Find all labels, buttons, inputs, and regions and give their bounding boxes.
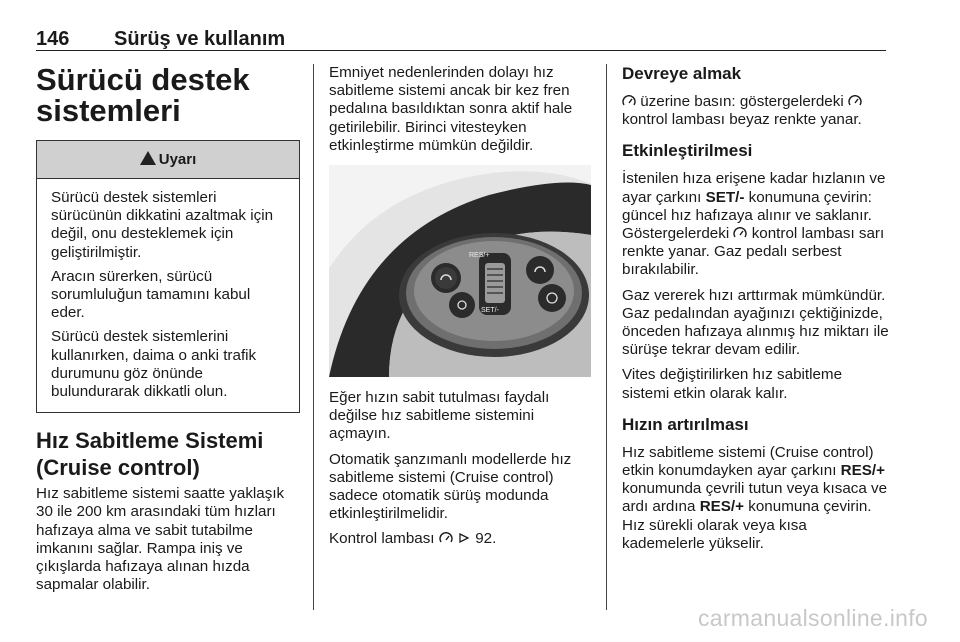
- cruise-control-icon: [733, 227, 747, 239]
- warning-paragraph: Sürücü destek sistemlerini kullanırken, daima o anki trafik durumunu göz önünde bulundurarak dikkatli olun.: [51, 328, 257, 401]
- cruise-intro-paragraph: Hız sabitleme sistemi saatte yaklaşık 30 ile 200 km arasındaki tüm hızları hafızaya alma ve sabit tutabilme imkanını sağlar. Rampa iniş ve çıkışlarda hafızaya alınan hızda sapmalar olabilir.: [36, 485, 285, 594]
- warning-triangle-icon: [140, 151, 156, 165]
- steering-wheel-photo: [329, 165, 591, 377]
- warning-label: Uyarı: [158, 151, 197, 168]
- safety-paragraph: Emniyet nedenlerinden dolayı hız sabitleme sistemi ancak bir kez fren pedalına basıldıktan sonra aktif hale getirilebilir. Birinci vitesteyken etkinleştirme mümkün değildir.: [329, 64, 573, 154]
- column-right: [622, 64, 892, 560]
- activate-paragraph: [622, 170, 892, 279]
- gear-change-paragraph: Vites değiştirilirken hız sabitleme sistemi etkin olarak kalır.: [622, 366, 843, 402]
- column-divider: [606, 64, 607, 610]
- cruise-heading-line1: Hız Sabitleme Sistemi: [36, 428, 264, 454]
- cruise-control-icon: [848, 95, 862, 107]
- activate-text-3: kontrol lambası sarı renkte yanar. Gaz pedalı serbest bırakılabilir.: [622, 225, 885, 279]
- increase-paragraph: [622, 444, 892, 553]
- column-left: [36, 64, 300, 601]
- engage-paragraph: [622, 93, 892, 129]
- automatic-paragraph: Otomatik şanzımanlı modellerde hız sabitleme sistemi (Cruise control) sadece otomatik sürüş modunda etkinleştirilmelidir.: [329, 450, 572, 523]
- warning-paragraph: Sürücü destek sistemleri sürücünün dikkatini azaltmak için değil, onu desteklemek için geliştirilmiştir.: [51, 189, 274, 261]
- watermark: carmanualsonline.info: [697, 605, 928, 631]
- warning-paragraph: Aracın sürerken, sürücü sorumluluğun tamamını kabul eder.: [51, 267, 251, 322]
- page-reference-icon: [457, 532, 471, 544]
- cruise-control-icon: [622, 95, 636, 107]
- activate-text-1: İstenilen hıza erişene kadar hızlanın ve ayar çarkını: [622, 170, 886, 206]
- page-number: 146: [36, 28, 70, 50]
- warning-body: [37, 179, 299, 412]
- accelerate-paragraph: Gaz vererek hızı arttırmak mümkündür. Gaz pedalından ayağınızı çektiğinizde, önceden hafızaya alınmış hız miktarı ile sürüşe tekrar devam edilir.: [622, 286, 889, 359]
- cruise-control-icon: [439, 532, 453, 544]
- warning-box: [36, 140, 300, 413]
- heading-increase: Hızın artırılması: [622, 414, 749, 434]
- image-label-res: RES/+: [469, 252, 490, 260]
- image-label-set: SET/-: [481, 307, 499, 315]
- engage-text-a: üzerine basın: göstergelerdeki: [640, 93, 844, 110]
- advice-paragraph: Eğer hızın sabit tutulması faydalı değilse hız sabitleme sistemini açmayın.: [329, 389, 550, 443]
- steering-wheel-illustration: [329, 165, 591, 377]
- page-title: [36, 64, 300, 126]
- page-reference: 92.: [475, 530, 497, 548]
- set-label: SET/-: [705, 188, 745, 206]
- section-heading-cruise: [36, 427, 300, 481]
- column-middle: [329, 64, 591, 556]
- res-label: RES/+: [699, 498, 745, 516]
- increase-text-3: konumuna çevirin. Hız sürekli olarak veya kısa kademelerle yükselir.: [622, 498, 872, 552]
- column-divider: [313, 64, 314, 610]
- res-label: RES/+: [840, 462, 885, 480]
- heading-activate: Etkinleştirilmesi: [622, 141, 753, 161]
- control-lamp-text: Kontrol lambası: [329, 530, 435, 548]
- heading-engage: Devreye almak: [622, 64, 742, 83]
- control-lamp-paragraph: [329, 530, 591, 548]
- increase-text-2: konumunda çevrili tutun veya kısaca ve ardı ardına: [622, 480, 888, 516]
- page-title-line1: Sürücü destek: [36, 62, 250, 97]
- cruise-heading-line2: (Cruise control): [36, 455, 200, 481]
- page-header: [36, 28, 285, 51]
- engage-text-b: kontrol lambası beyaz renkte yanar.: [622, 111, 862, 129]
- page-title-line2: sistemleri: [36, 93, 181, 128]
- activate-text-2: konumuna çevirin: güncel hız hafızaya alınır ve saklanır. Göstergelerdeki: [622, 188, 872, 243]
- warning-header: [37, 141, 299, 179]
- section-title: Sürüş ve kullanım: [114, 28, 286, 50]
- increase-text-1: Hız sabitleme sistemi (Cruise control) etkin konumdayken ayar çarkını: [622, 443, 874, 480]
- header-rule: [36, 50, 886, 51]
